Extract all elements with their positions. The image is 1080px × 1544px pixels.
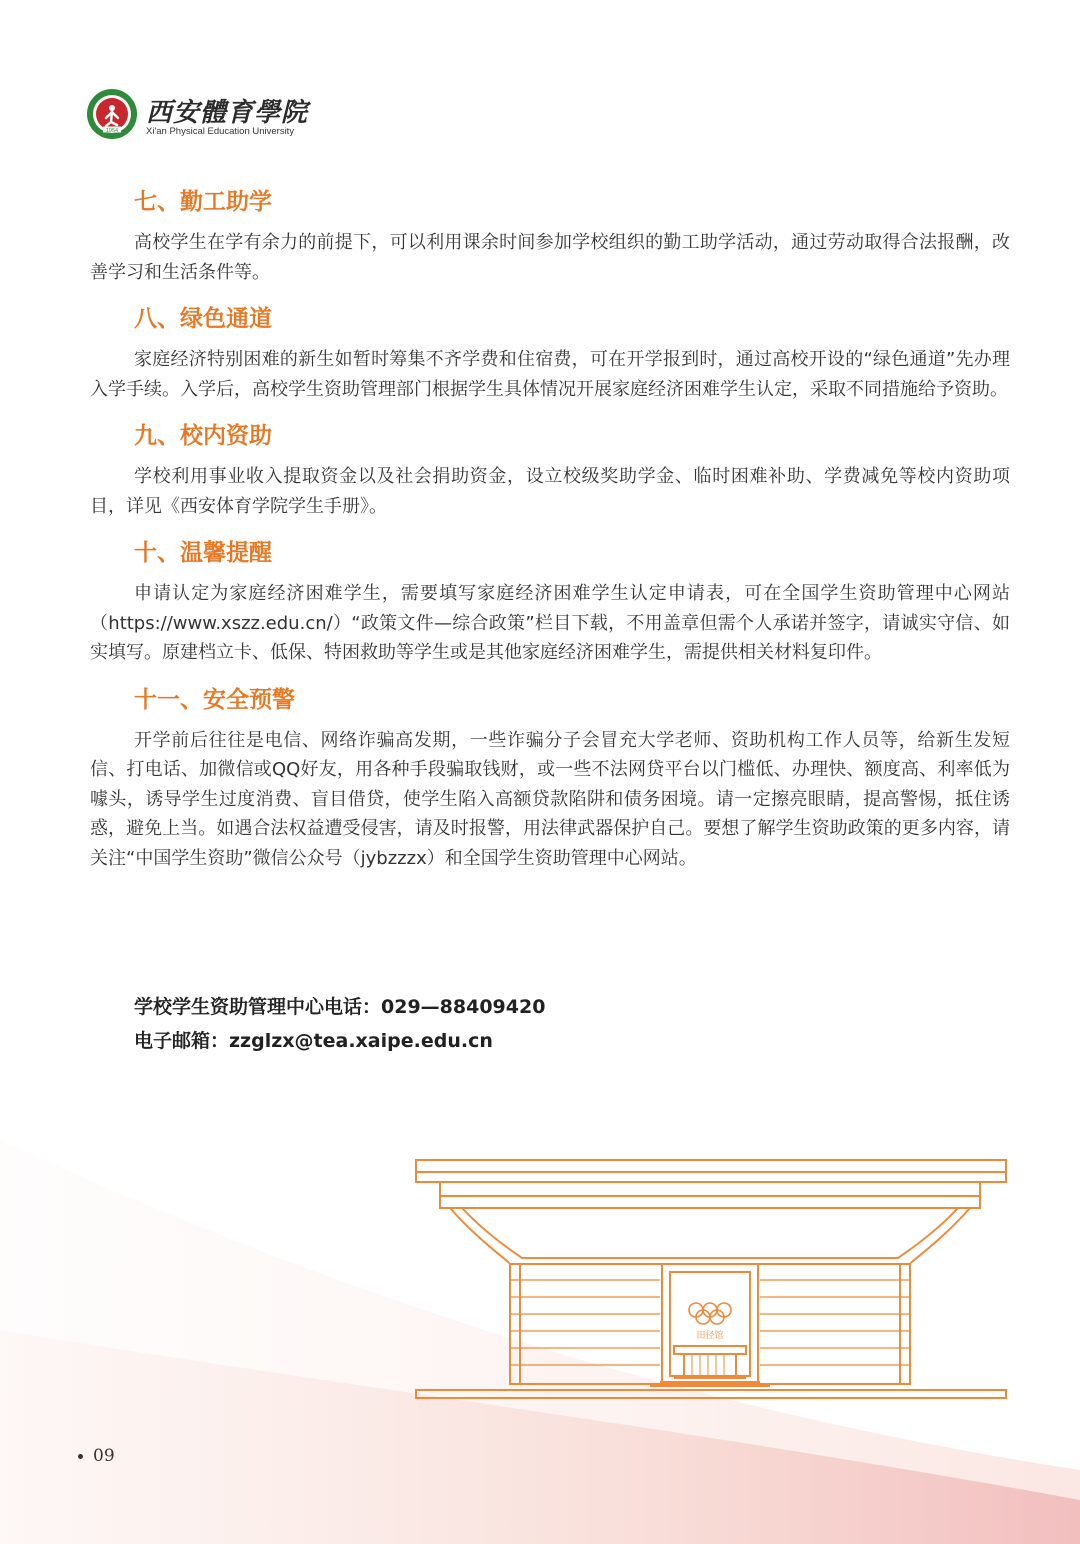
section-security-warning bbox=[90, 682, 1010, 874]
section-green-channel bbox=[90, 301, 1010, 404]
bullet-dot-icon bbox=[78, 1454, 83, 1459]
section-title: 九、校内资助 bbox=[134, 423, 272, 449]
contact-info bbox=[134, 990, 545, 1058]
section-body: 申请认定为家庭经济困难学生，需要填写家庭经济困难学生认定申请表，可在全国学生资助管理中心网站（https://www.xszz.edu.cn/）“政策文件—综合政策”栏目下载，不用盖章但需个人承诺并签字，请诚实守信、如实填写。原建档立卡、低保、特困救助等学生或是其他家庭经济困难学生，需提供相关材料复印件。 bbox=[90, 583, 1010, 663]
stadium-sign: 田径馆 bbox=[696, 1331, 724, 1341]
stadium-illustration bbox=[410, 1152, 1016, 1406]
school-name-cn: 西安體育學院 bbox=[146, 98, 309, 128]
emblem-year: 1954 bbox=[105, 127, 119, 134]
section-work-study bbox=[90, 184, 1010, 287]
page-number-value: 09 bbox=[93, 1446, 115, 1466]
section-body: 学校利用事业收入提取资金以及社会捐助资金，设立校级奖助学金、临时困难补助、学费减免等校内资助项目，详见《西安体育学院学生手册》。 bbox=[90, 466, 1010, 517]
section-body: 高校学生在学有余力的前提下，可以利用课余时间参加学校组织的勤工助学活动，通过劳动取得合法报酬，改善学习和生活条件等。 bbox=[90, 232, 1010, 283]
contact-email: 电子邮箱：zzglzx@tea.xaipe.edu.cn bbox=[134, 1030, 493, 1052]
section-campus-aid bbox=[90, 418, 1010, 521]
school-logo bbox=[86, 88, 318, 148]
school-name-en: Xi'an Physical Education University bbox=[146, 126, 295, 137]
section-title: 七、勤工助学 bbox=[134, 189, 272, 215]
section-title: 八、绿色通道 bbox=[134, 306, 272, 332]
section-body: 开学前后往往是电信、网络诈骗高发期，一些诈骗分子会冒充大学老师、资助机构工作人员等，给新生发短信、打电话、加微信或QQ好友，用各种手段骗取钱财，或一些不法网贷平台以门槛低、办理快、额度高、利率低为噱头，诱导学生过度消费、盲目借贷，使学生陷入高额贷款陷阱和债务困境。请一定擦亮眼睛，提高警惕，抵住诱惑，避免上当。如遇合法权益遭受侵害，请及时报警，用法律武器保护自己。要想了解学生资助政策的更多内容，请关注“中国学生资助”微信公众号（jybzzzx）和全国学生资助管理中心网站。 bbox=[90, 729, 1010, 869]
section-body: 家庭经济特别困难的新生如暂时筹集不齐学费和住宿费，可在开学报到时，通过高校开设的“绿色通道”先办理入学手续。入学后，高校学生资助管理部门根据学生具体情况开展家庭经济困难学生认定，采取不同措施给予资助。 bbox=[90, 349, 1010, 400]
page-number bbox=[78, 1446, 115, 1466]
section-title: 十、温馨提醒 bbox=[134, 540, 272, 566]
section-reminder bbox=[90, 535, 1010, 668]
main-content bbox=[90, 184, 1010, 887]
section-title: 十一、安全预警 bbox=[134, 686, 295, 713]
contact-phone: 学校学生资助管理中心电话：029—88409420 bbox=[134, 996, 546, 1018]
school-emblem-icon bbox=[86, 88, 138, 140]
